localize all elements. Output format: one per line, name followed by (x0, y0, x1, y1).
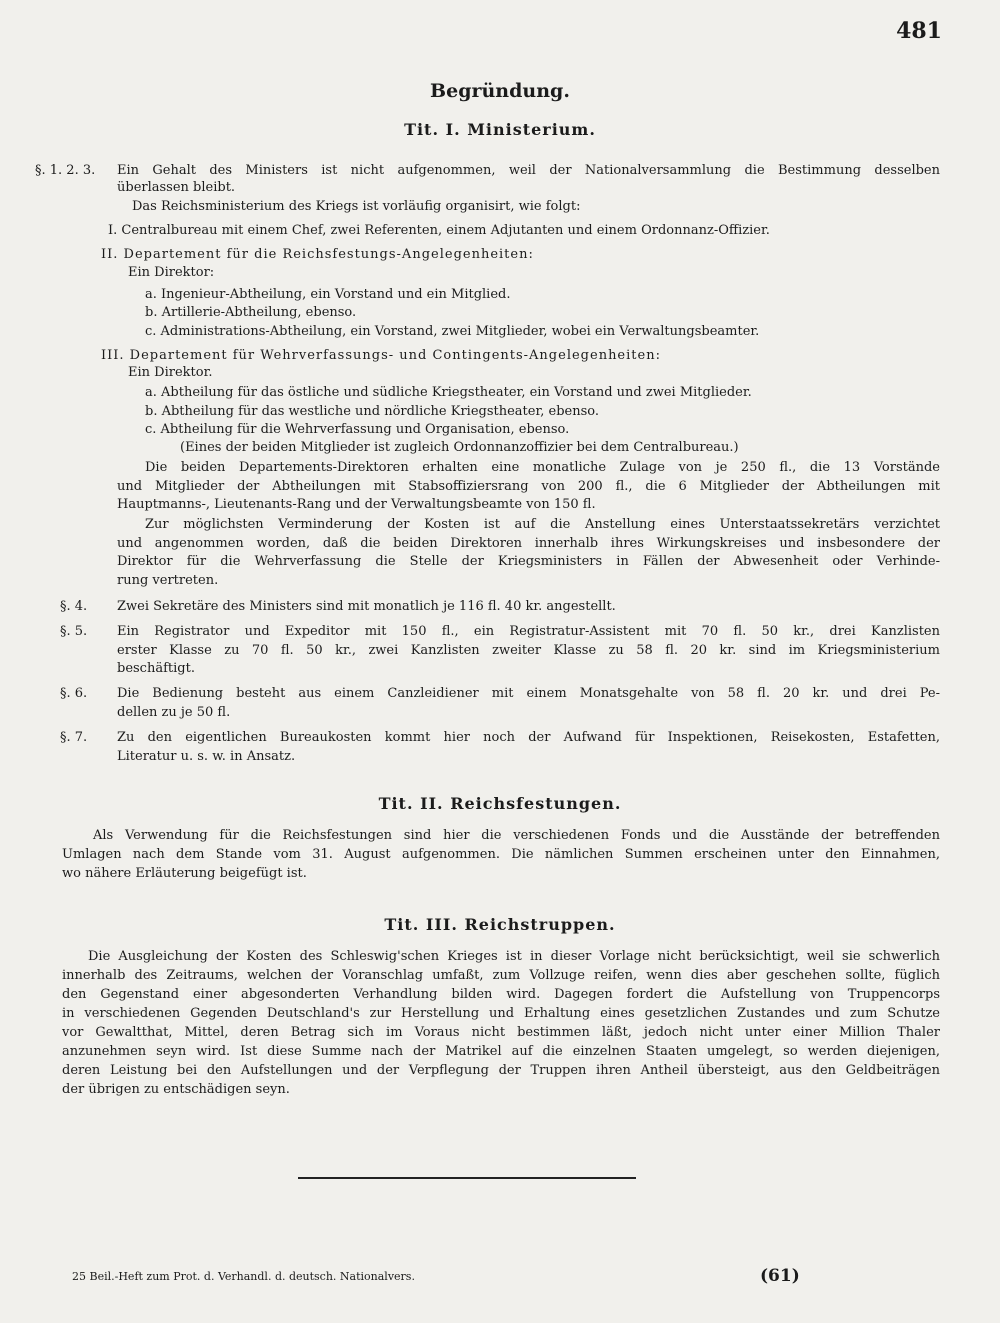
text-line: anzunehmen seyn wird. Ist diese Summe nach der Matrikel auf die einzelnen Staaten umgelegt, so werden diejenigen, (62, 1044, 940, 1059)
text-line: dellen zu je 50 fl. (117, 705, 231, 720)
text-line: erster Klasse zu 70 fl. 50 kr., zwei Kanzlisten zweiter Klasse zu 58 fl. 20 kr. sind im Kriegsministerium (117, 643, 940, 658)
page-heading: Begründung. (430, 80, 570, 102)
text-line: Ein Registrator und Expeditor mit 150 fl., ein Registratur-Assistent mit 70 fl. 50 kr., drei Kanzlisten (117, 624, 940, 639)
text-line: Zur möglichsten Verminderung der Kosten ist auf die Anstellung eines Unterstaatssekretärs verzichtet (145, 517, 940, 532)
tit3-title: Tit. III. Reichstruppen. (384, 915, 616, 934)
text-line: überlassen bleibt. (117, 180, 236, 195)
list-item-iii: III. Departement für Wehrverfassungs- und Contingents-Angelegenheiten: (101, 348, 661, 363)
tit2-title: Tit. II. Reichsfestungen. (378, 794, 622, 813)
list-item-ii: II. Departement für die Reichsfestungs-Angelegenheiten: (101, 247, 534, 262)
sub-item: a. Abtheilung für das östliche und südliche Kriegstheater, ein Vorstand und zwei Mitglieder. (145, 385, 752, 400)
list-item-i: I. Centralbureau mit einem Chef, zwei Referenten, einem Adjutanten und einem Ordonnanz-Offizier. (108, 223, 770, 238)
sub-item: b. Abtheilung für das westliche und nördliche Kriegstheater, ebenso. (145, 404, 600, 419)
text-line: Umlagen nach dem Stande vom 31. August aufgenommen. Die nämlichen Summen erscheinen unter den Einnahmen, (62, 847, 940, 862)
sub-item: a. Ingenieur-Abtheilung, ein Vorstand und ein Mitglied. (145, 287, 511, 302)
sub-item: c. Abtheilung für die Wehrverfassung und Organisation, ebenso. (145, 422, 570, 437)
text-line: Die Ausgleichung der Kosten des Schleswig'schen Krieges ist in dieser Vorlage nicht berücksichtigt, weil sie schwerlich (88, 949, 940, 964)
sub-item: b. Artillerie-Abtheilung, ebenso. (145, 305, 357, 320)
text-line: Als Verwendung für die Reichsfestungen sind hier die verschiedenen Fonds und die Ausstände der betreffenden (93, 828, 940, 843)
text-line: Ein Direktor: (128, 265, 215, 280)
text-line: Ein Gehalt des Ministers ist nicht aufgenommen, weil der Nationalversammlung die Bestimmung desselben (117, 163, 940, 178)
text-line: und Mitglieder der Abtheilungen mit Stabsoffiziersrang von 200 fl., die 6 Mitglieder der Abtheilungen mit (117, 479, 940, 494)
text-line: der übrigen zu entschädigen seyn. (62, 1082, 290, 1097)
section-label-5: §. 5. (60, 624, 88, 639)
text-line: Das Reichsministerium des Kriegs ist vorläufig organisirt, wie folgt: (132, 199, 581, 214)
text-line: innerhalb des Zeitraums, welchen der Voranschlag umfaßt, zum Vollzuge reifen, wenn dies aber geschehen sollte, füglich (62, 968, 940, 983)
text-line: in verschiedenen Gegenden Deutschland's zur Herstellung und Erhaltung eines gesetzlichen Zustandes und zum Schutze (62, 1006, 940, 1021)
note-line: (Eines der beiden Mitglieder ist zugleich Ordonnanzoffizier bei dem Centralbureau.) (180, 440, 739, 455)
text-line: vor Gewaltthat, Mittel, deren Betrag sich im Voraus nicht bestimmen läßt, jedoch nicht unter einer Million Thaler (62, 1025, 940, 1040)
text-line: Literatur u. s. w. in Ansatz. (117, 749, 296, 764)
tit1-title: Tit. I. Ministerium. (404, 120, 596, 139)
text-line: wo nähere Erläuterung beigefügt ist. (62, 866, 307, 881)
text-line: Die Bedienung besteht aus einem Canzleidiener mit einem Monatsgehalte von 58 fl. 20 kr. und drei Pe- (117, 686, 940, 701)
text-line: Zwei Sekretäre des Ministers sind mit monatlich je 116 fl. 40 kr. angestellt. (117, 599, 616, 614)
text-line: Ein Direktor. (128, 365, 213, 380)
text-line: Direktor für die Wehrverfassung die Stelle der Kriegsministers in Fällen der Abwesenheit oder Verhinde- (117, 554, 940, 569)
signature-mark: (61) (760, 1266, 800, 1286)
text-line: den Gegenstand einer abgesonderten Verhandlung bilden wird. Dagegen fordert die Aufstellung von Truppencorps (62, 987, 940, 1002)
section-label-4: §. 4. (60, 599, 88, 614)
text-line: Hauptmanns-, Lieutenants-Rang und der Verwaltungsbeamte von 150 fl. (117, 497, 596, 512)
text-line: deren Leistung bei den Aufstellungen und der Verpflegung der Truppen ihren Antheil übersteigt, aus den Geldbeiträgen (62, 1063, 940, 1078)
text-line: Zu den eigentlichen Bureaukosten kommt hier noch der Aufwand für Inspektionen, Reisekosten, Estafetten, (117, 730, 940, 745)
section-label-7: §. 7. (60, 730, 88, 745)
text-line: und angenommen worden, daß die beiden Direktoren innerhalb ihres Wirkungskreises und insbesondere der (117, 536, 940, 551)
section-label-123: §. 1. 2. 3. (35, 163, 96, 178)
section-label-6: §. 6. (60, 686, 88, 701)
text-line: beschäftigt. (117, 661, 195, 676)
text-line: rung vertreten. (117, 573, 219, 588)
footnote: 25 Beil.-Heft zum Prot. d. Verhandl. d. deutsch. Nationalvers. (72, 1270, 415, 1283)
sub-item: c. Administrations-Abtheilung, ein Vorstand, zwei Mitglieder, wobei ein Verwaltungsbeamter. (145, 324, 760, 339)
closing-rule (298, 1177, 636, 1179)
text-line: Die beiden Departements-Direktoren erhalten eine monatliche Zulage von je 250 fl., die 13 Vorstände (145, 460, 940, 475)
page-number: 481 (896, 18, 942, 44)
